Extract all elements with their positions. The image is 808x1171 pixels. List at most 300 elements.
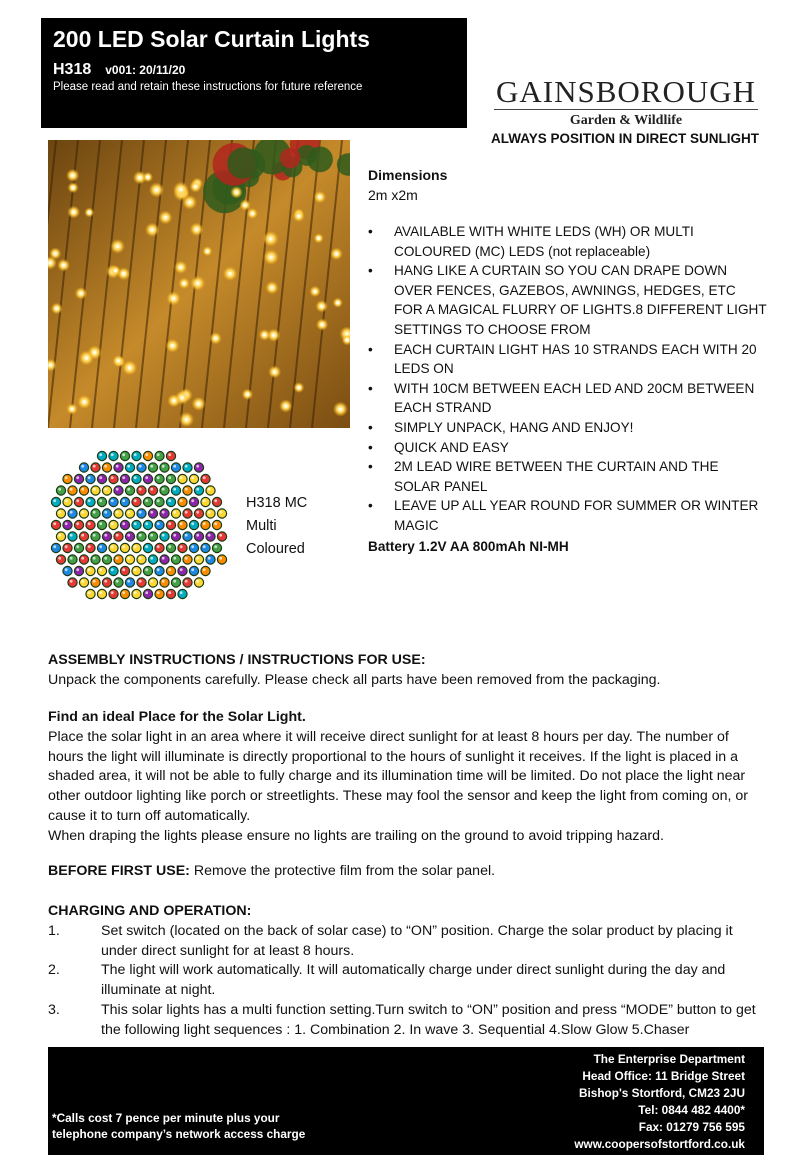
mc-led-bulb	[160, 463, 169, 472]
mc-led-bulb	[217, 555, 226, 564]
mc-led-highlight	[196, 488, 199, 491]
mc-led-highlight	[99, 522, 102, 525]
mc-led-bulb	[166, 589, 175, 598]
mc-led-bulb	[171, 509, 180, 518]
mc-caption-line2: Multi	[246, 518, 277, 534]
mc-led-highlight	[104, 534, 107, 537]
mc-led-highlight	[196, 580, 199, 583]
mc-led-highlight	[180, 499, 183, 502]
mc-led-highlight	[157, 545, 160, 548]
mc-led-bulb	[155, 543, 164, 552]
mc-led-bulb	[125, 463, 134, 472]
mc-led-highlight	[173, 557, 176, 560]
led-dot	[320, 304, 324, 308]
product-code-line	[53, 61, 185, 79]
mc-led-highlight	[139, 557, 142, 560]
mc-led-bulb	[109, 497, 118, 506]
mc-led-bulb	[114, 532, 123, 541]
mc-led-bulb	[97, 520, 106, 529]
mc-caption-code: H318 MC	[246, 495, 308, 511]
mc-led-highlight	[104, 511, 107, 514]
assembly-section	[48, 651, 768, 691]
mc-led-bulb	[109, 474, 118, 483]
mc-led-highlight	[139, 511, 142, 514]
mc-led-highlight	[65, 522, 68, 525]
mc-led-bulb	[63, 566, 72, 575]
mc-led-highlight	[208, 557, 211, 560]
mc-led-bulb	[132, 497, 141, 506]
led-dot	[284, 404, 288, 408]
mc-led-highlight	[93, 511, 96, 514]
mc-led-bulb	[74, 566, 83, 575]
mc-led-bulb	[132, 566, 141, 575]
mc-led-bulb	[132, 451, 141, 460]
mc-led-highlight	[58, 534, 61, 537]
mc-led-highlight	[157, 568, 160, 571]
mc-led-bulb	[63, 497, 72, 506]
product-title: 200 LED Solar Curtain Lights	[53, 26, 370, 52]
feature-item: • 2M LEAD WIRE BETWEEN THE CURTAIN AND THE SOLAR PANEL	[368, 457, 768, 496]
mc-led-highlight	[65, 476, 68, 479]
mc-led-bulb	[102, 486, 111, 495]
mc-led-highlight	[196, 465, 199, 468]
led-dot	[246, 393, 250, 397]
feature-item: • EACH CURTAIN LIGHT HAS 10 STRANDS EACH WITH 20 LEDS ON	[368, 340, 768, 379]
mc-led-highlight	[145, 476, 148, 479]
mc-led-highlight	[185, 534, 188, 537]
led-dot	[71, 186, 75, 190]
mc-led-highlight	[134, 453, 137, 456]
mc-led-highlight	[88, 568, 91, 571]
mc-led-highlight	[70, 511, 73, 514]
mc-led-bulb	[166, 474, 175, 483]
mc-led-bulb	[148, 486, 157, 495]
mc-led-bulb	[160, 578, 169, 587]
mc-led-highlight	[93, 534, 96, 537]
feature-item: • WITH 10CM BETWEEN EACH LED AND 20CM BETWEEN EACH STRAND	[368, 379, 768, 418]
mc-led-bulb	[137, 486, 146, 495]
before-label: BEFORE FIRST USE:	[48, 863, 190, 879]
mc-led-highlight	[150, 511, 153, 514]
led-dot	[150, 228, 154, 232]
charging-step	[48, 961, 768, 1001]
mc-led-highlight	[157, 476, 160, 479]
mc-led-highlight	[145, 591, 148, 594]
mc-led-highlight	[219, 511, 222, 514]
mc-led-highlight	[104, 465, 107, 468]
mc-led-bulb	[171, 463, 180, 472]
mc-led-bulb	[143, 566, 152, 575]
mc-led-highlight	[53, 545, 56, 548]
mc-led-bulb	[212, 543, 221, 552]
mc-led-bulb	[114, 578, 123, 587]
led-dot	[317, 236, 321, 240]
mc-led-highlight	[162, 465, 165, 468]
led-dot	[320, 323, 324, 327]
mc-led-highlight	[58, 511, 61, 514]
led-dot	[172, 399, 176, 403]
led-dot	[188, 200, 192, 204]
mc-led-bulb	[132, 520, 141, 529]
mc-led-bulb	[183, 509, 192, 518]
mc-led-highlight	[99, 545, 102, 548]
led-dot	[116, 245, 120, 249]
feature-item: • QUICK AND EASY	[368, 438, 768, 458]
mc-led-highlight	[203, 568, 206, 571]
mc-led-highlight	[145, 453, 148, 456]
mc-led-highlight	[111, 476, 114, 479]
charging-step	[48, 922, 768, 962]
led-dot	[114, 269, 118, 273]
mc-led-highlight	[58, 488, 61, 491]
mc-led-bulb	[201, 474, 210, 483]
mc-led-bulb	[160, 555, 169, 564]
mc-led-bulb	[178, 566, 187, 575]
mc-led-bulb	[178, 520, 187, 529]
charging-steps	[48, 922, 768, 1041]
led-dot	[228, 272, 232, 276]
mc-led-bulb	[114, 463, 123, 472]
mc-led-highlight	[208, 488, 211, 491]
multi-coloured-lights-photo	[48, 446, 228, 608]
mc-led-highlight	[88, 545, 91, 548]
mc-led-highlight	[162, 488, 165, 491]
led-dot	[87, 211, 91, 215]
version: v001: 20/11/20	[105, 63, 186, 77]
mc-led-highlight	[180, 522, 183, 525]
mc-led-bulb	[102, 532, 111, 541]
mc-led-highlight	[191, 568, 194, 571]
led-dot	[297, 386, 301, 390]
mc-led-bulb	[160, 532, 169, 541]
led-dot	[155, 188, 159, 192]
product-code: H318	[53, 61, 92, 78]
mc-led-highlight	[81, 465, 84, 468]
mc-led-bulb	[120, 520, 129, 529]
mc-led-bulb	[63, 474, 72, 483]
mc-led-highlight	[111, 545, 114, 548]
mc-led-bulb	[217, 509, 226, 518]
mc-led-highlight	[104, 488, 107, 491]
mc-led-highlight	[203, 522, 206, 525]
mc-led-highlight	[122, 522, 125, 525]
mc-led-bulb	[91, 578, 100, 587]
mc-led-highlight	[145, 568, 148, 571]
mc-led-bulb	[166, 520, 175, 529]
led-dot	[263, 333, 267, 337]
led-dot	[196, 281, 200, 285]
mc-led-bulb	[102, 463, 111, 472]
mc-led-bulb	[206, 555, 215, 564]
mc-led-highlight	[76, 568, 79, 571]
mc-led-highlight	[104, 580, 107, 583]
mc-led-bulb	[189, 497, 198, 506]
mc-led-bulb	[109, 520, 118, 529]
mc-led-highlight	[203, 499, 206, 502]
mc-led-highlight	[111, 453, 114, 456]
mc-led-bulb	[102, 578, 111, 587]
mc-led-highlight	[81, 557, 84, 560]
mc-led-bulb	[166, 497, 175, 506]
mc-led-highlight	[191, 545, 194, 548]
mc-led-highlight	[208, 534, 211, 537]
mc-led-bulb	[160, 509, 169, 518]
title-bar	[41, 18, 467, 128]
mc-led-highlight	[111, 591, 114, 594]
mc-led-bulb	[51, 543, 60, 552]
mc-led-bulb	[137, 532, 146, 541]
mc-led-bulb	[56, 555, 65, 564]
mc-led-highlight	[196, 511, 199, 514]
mc-led-highlight	[180, 545, 183, 548]
dimensions	[368, 165, 447, 205]
mc-led-highlight	[65, 568, 68, 571]
mc-led-bulb	[68, 532, 77, 541]
mc-led-bulb	[194, 532, 203, 541]
led-dot	[85, 356, 89, 360]
mc-led-bulb	[68, 509, 77, 518]
company-dept: The Enterprise Department	[593, 1052, 745, 1066]
led-dot	[128, 366, 132, 370]
mc-led-bulb	[166, 543, 175, 552]
mc-led-bulb	[132, 474, 141, 483]
mc-led-highlight	[127, 580, 130, 583]
mc-led-bulb	[120, 566, 129, 575]
led-dot	[273, 370, 277, 374]
mc-led-bulb	[194, 486, 203, 495]
mc-led-highlight	[76, 499, 79, 502]
mc-led-bulb	[148, 509, 157, 518]
mc-led-highlight	[53, 499, 56, 502]
mc-led-highlight	[116, 511, 119, 514]
charging-heading: CHARGING AND OPERATION:	[48, 903, 252, 919]
mc-led-highlight	[76, 522, 79, 525]
footer-bar	[48, 1047, 764, 1155]
mc-led-bulb	[109, 451, 118, 460]
mc-led-bulb	[183, 578, 192, 587]
mc-led-highlight	[203, 545, 206, 548]
led-dot	[83, 400, 87, 404]
mc-led-bulb	[91, 486, 100, 495]
mc-led-bulb	[171, 555, 180, 564]
mc-led-bulb	[125, 509, 134, 518]
led-dot	[117, 359, 121, 363]
mc-led-bulb	[125, 578, 134, 587]
mc-led-highlight	[93, 488, 96, 491]
mc-led-highlight	[134, 545, 137, 548]
mc-led-highlight	[88, 476, 91, 479]
mc-led-highlight	[162, 534, 165, 537]
mc-led-bulb	[206, 532, 215, 541]
mc-led-highlight	[93, 580, 96, 583]
mc-led-bulb	[74, 520, 83, 529]
mc-led-bulb	[86, 474, 95, 483]
mc-led-highlight	[196, 557, 199, 560]
mc-led-bulb	[148, 463, 157, 472]
mc-led-highlight	[122, 568, 125, 571]
mc-led-highlight	[139, 488, 142, 491]
place-text-2: When draping the lights please ensure no lights are trailing on the ground to avoid tripping hazard.	[48, 827, 664, 844]
mc-led-bulb	[56, 509, 65, 518]
feature-item: • SIMPLY UNPACK, HANG AND ENJOY!	[368, 418, 768, 438]
led-dot	[49, 363, 53, 367]
led-dot	[335, 252, 339, 256]
before-first-use	[48, 862, 768, 882]
mc-led-highlight	[99, 568, 102, 571]
contact-block	[574, 1051, 745, 1153]
mc-led-bulb	[155, 520, 164, 529]
mc-led-highlight	[150, 557, 153, 560]
mc-led-bulb	[155, 451, 164, 460]
led-dot	[251, 212, 255, 216]
before-text: Remove the protective film from the solar panel.	[189, 863, 496, 879]
feature-item: • HANG LIKE A CURTAIN SO YOU CAN DRAPE DOWN OVER FENCES, GAZEBOS, AWNINGS, HEDGES, ETC FOR A MAGICAL FLURRY OF LIGHTS.8 DIFFERENT LIGHT SETTINGS TO CHOOSE FROM	[368, 261, 768, 339]
step-number: 2.	[48, 962, 60, 979]
mc-led-highlight	[162, 580, 165, 583]
mc-led-bulb	[120, 451, 129, 460]
mc-led-bulb	[91, 463, 100, 472]
mc-led-highlight	[214, 499, 217, 502]
mc-led-bulb	[189, 520, 198, 529]
mc-led-highlight	[116, 557, 119, 560]
mc-led-bulb	[143, 520, 152, 529]
led-dot	[93, 351, 97, 355]
mc-led-bulb	[143, 543, 152, 552]
led-dot	[138, 176, 142, 180]
led-dot	[122, 272, 126, 276]
mc-led-bulb	[183, 555, 192, 564]
mc-led-bulb	[212, 520, 221, 529]
mc-led-highlight	[208, 511, 211, 514]
mc-led-bulb	[189, 543, 198, 552]
mc-led-bulb	[155, 474, 164, 483]
mc-led-highlight	[150, 534, 153, 537]
mc-led-highlight	[180, 568, 183, 571]
mc-led-bulb	[97, 566, 106, 575]
mc-led-highlight	[99, 453, 102, 456]
mc-led-highlight	[122, 591, 125, 594]
step-number: 1.	[48, 922, 60, 939]
mc-caption	[246, 492, 307, 561]
led-dot	[339, 407, 343, 411]
mc-led-bulb	[79, 463, 88, 472]
mc-led-highlight	[180, 591, 183, 594]
step-text: The light will work automatically. It will automatically charge under direct sunlight during the day and illuminate at night.	[101, 962, 726, 999]
led-dot	[195, 228, 199, 232]
mc-led-bulb	[206, 486, 215, 495]
mc-led-bulb	[91, 532, 100, 541]
mc-led-highlight	[185, 557, 188, 560]
led-dot	[182, 282, 186, 286]
mc-led-bulb	[206, 509, 215, 518]
mc-led-bulb	[109, 566, 118, 575]
mc-led-bulb	[183, 486, 192, 495]
led-dot	[62, 263, 66, 267]
led-dot	[243, 203, 247, 207]
mc-led-bulb	[86, 497, 95, 506]
mc-led-highlight	[219, 557, 222, 560]
feature-item: • LEAVE UP ALL YEAR ROUND FOR SUMMER OR WINTER MAGIC	[368, 496, 768, 535]
mc-led-bulb	[97, 497, 106, 506]
mc-led-bulb	[178, 497, 187, 506]
led-dot	[235, 190, 239, 194]
led-dot	[53, 252, 57, 256]
led-dot	[146, 175, 150, 179]
mc-led-highlight	[139, 534, 142, 537]
mc-led-highlight	[88, 499, 91, 502]
mc-led-bulb	[194, 463, 203, 472]
brand-name: GAINSBOROUGH	[495, 74, 756, 109]
mc-led-highlight	[191, 499, 194, 502]
mc-led-highlight	[162, 511, 165, 514]
mc-led-highlight	[191, 522, 194, 525]
mc-led-highlight	[173, 488, 176, 491]
mc-led-highlight	[185, 465, 188, 468]
mc-led-bulb	[97, 474, 106, 483]
mc-led-bulb	[79, 532, 88, 541]
mc-led-highlight	[196, 534, 199, 537]
led-dot	[70, 407, 74, 411]
led-dot	[164, 216, 168, 220]
mc-led-highlight	[134, 522, 137, 525]
mc-led-highlight	[65, 499, 68, 502]
battery-spec: Battery 1.2V AA 800mAh NI-MH	[368, 539, 569, 554]
mc-led-highlight	[127, 488, 130, 491]
address-town: Bishop's Stortford, CM23 2JU	[578, 1086, 745, 1100]
mc-led-bulb	[51, 520, 60, 529]
mc-led-bulb	[171, 578, 180, 587]
mc-led-bulb	[74, 497, 83, 506]
mc-led-highlight	[88, 591, 91, 594]
mc-led-highlight	[168, 545, 171, 548]
mc-led-highlight	[99, 476, 102, 479]
mc-led-highlight	[134, 568, 137, 571]
mc-led-bulb	[201, 543, 210, 552]
led-dot	[179, 188, 183, 192]
mc-led-bulb	[155, 497, 164, 506]
mc-led-highlight	[157, 499, 160, 502]
mc-led-highlight	[157, 591, 160, 594]
mc-led-highlight	[150, 580, 153, 583]
mc-led-bulb	[178, 474, 187, 483]
mc-led-highlight	[122, 453, 125, 456]
mc-led-bulb	[155, 566, 164, 575]
mc-led-bulb	[68, 486, 77, 495]
mc-led-highlight	[214, 522, 217, 525]
mc-led-bulb	[178, 589, 187, 598]
mc-led-highlight	[76, 476, 79, 479]
led-dot	[313, 290, 317, 294]
mc-led-highlight	[127, 465, 130, 468]
mc-led-highlight	[116, 534, 119, 537]
mc-led-highlight	[168, 591, 171, 594]
mc-led-highlight	[116, 580, 119, 583]
mc-led-bulb	[68, 555, 77, 564]
mc-led-highlight	[134, 591, 137, 594]
mc-led-bulb	[125, 555, 134, 564]
mc-led-bulb	[74, 474, 83, 483]
led-dot	[171, 344, 175, 348]
mc-led-highlight	[88, 522, 91, 525]
dimensions-value: 2m x2m	[368, 187, 418, 203]
mc-led-highlight	[157, 453, 160, 456]
mc-led-bulb	[217, 532, 226, 541]
mc-led-highlight	[168, 476, 171, 479]
mc-led-bulb	[86, 520, 95, 529]
mc-led-highlight	[116, 465, 119, 468]
features-list	[368, 222, 768, 536]
led-dot	[272, 333, 276, 337]
